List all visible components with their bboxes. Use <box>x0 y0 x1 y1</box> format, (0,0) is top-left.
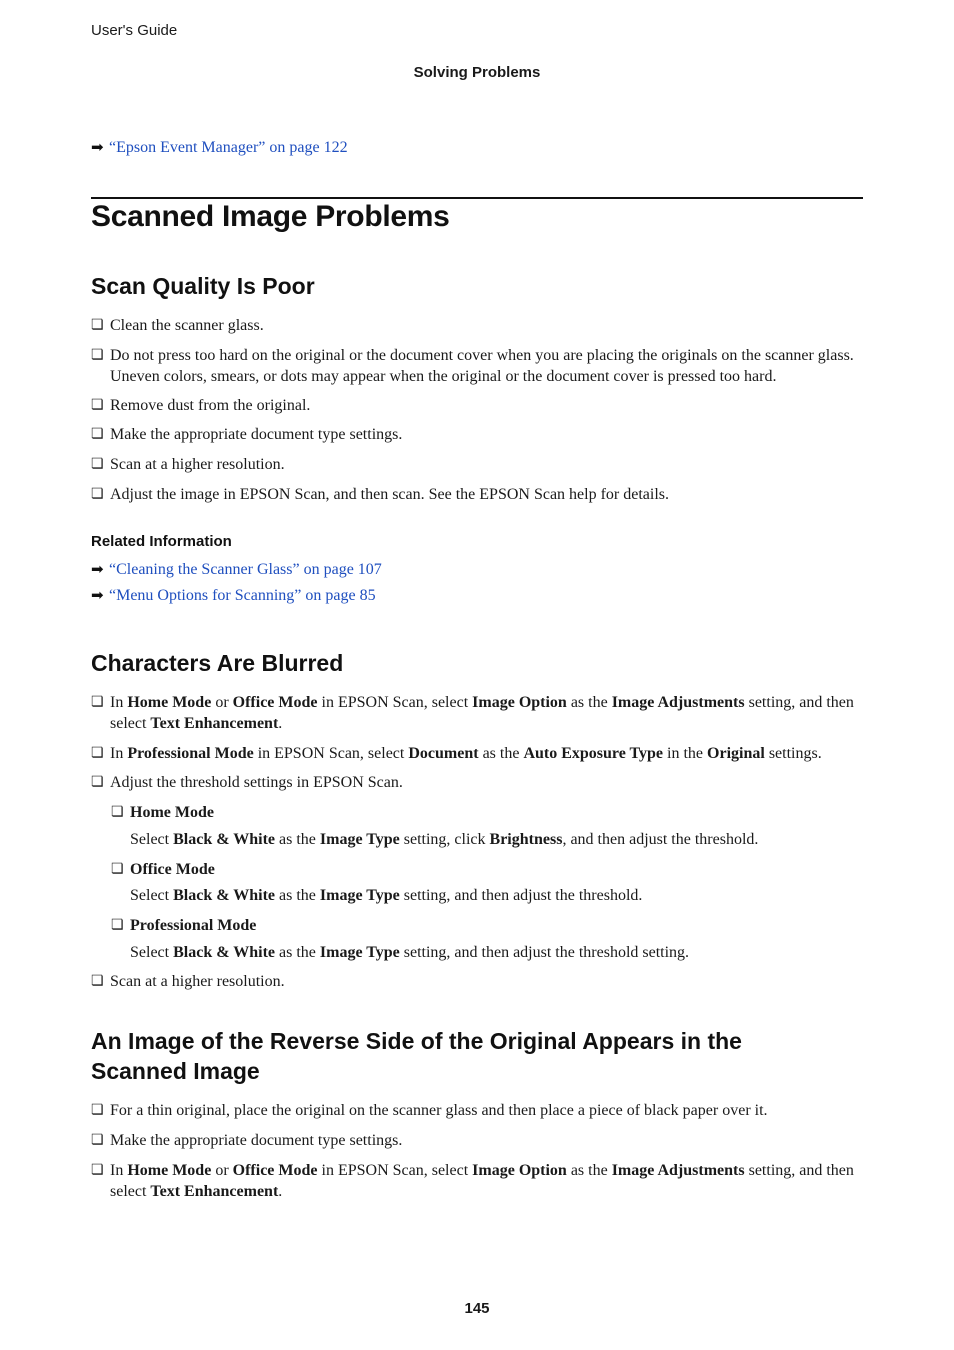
list-item <box>91 346 861 387</box>
heading-scan-quality: Scan Quality Is Poor <box>91 273 315 299</box>
list-item <box>91 425 861 446</box>
list-item-text: In Home Mode or Office Mode in EPSON Scan, select Image Option as the Image Adjustments setting, and then select Text Enhancement. <box>110 694 854 732</box>
checkbox-bullet-icon: ❏ <box>91 695 104 710</box>
sub-item-title: Home Mode <box>130 804 214 821</box>
sub-item-description: Select Black & White as the Image Type setting, click Brightness, and then adjust the threshold. <box>130 831 759 848</box>
heading-reverse-side: An Image of the Reverse Side of the Original Appears in the Scanned Image <box>91 1028 742 1084</box>
link-menu-options-scanning[interactable] <box>91 586 376 605</box>
running-header-section: Solving Problems <box>413 64 541 81</box>
page-title: Scanned Image Problems <box>91 200 450 233</box>
heading-characters-blurred: Characters Are Blurred <box>91 650 344 676</box>
list-item-text: Do not press too hard on the original or the document cover when you are placing the originals on the scanner glass. Uneven colors, smears, or dots may appear when the original or the document cover is pressed too hard. <box>110 347 854 385</box>
checkbox-bullet-icon: ❏ <box>91 746 104 761</box>
list-item <box>91 455 861 476</box>
list-item-text: Adjust the image in EPSON Scan, and then scan. See the EPSON Scan help for details. <box>110 486 670 503</box>
list-item <box>91 773 861 794</box>
list-item-text: Scan at a higher resolution. <box>110 456 285 473</box>
link-epson-event-manager[interactable] <box>91 138 348 157</box>
arrow-right-icon: ➡ <box>91 588 104 604</box>
list-item <box>91 485 861 506</box>
list-item-text: For a thin original, place the original on the scanner glass and then place a piece of black paper over it. <box>110 1102 768 1119</box>
link-text: “Cleaning the Scanner Glass” on page 107 <box>109 561 382 578</box>
list-item <box>91 972 861 993</box>
checkbox-bullet-icon: ❏ <box>91 1163 104 1178</box>
arrow-right-icon: ➡ <box>91 562 104 578</box>
checkbox-bullet-icon: ❏ <box>91 974 104 989</box>
checkbox-bullet-icon: ❏ <box>91 487 104 502</box>
list-item <box>91 316 861 337</box>
link-text: “Menu Options for Scanning” on page 85 <box>109 587 376 604</box>
checkbox-bullet-icon: ❏ <box>91 775 104 790</box>
checkbox-bullet-icon: ❏ <box>111 918 124 933</box>
arrow-right-icon: ➡ <box>91 140 104 156</box>
list-item-text: In Professional Mode in EPSON Scan, select Document as the Auto Exposure Type in the Original settings. <box>110 745 822 762</box>
link-text: “Epson Event Manager” on page 122 <box>109 139 348 156</box>
checkbox-bullet-icon: ❏ <box>91 427 104 442</box>
list-item <box>91 693 861 734</box>
list-item-text: In Home Mode or Office Mode in EPSON Scan, select Image Option as the Image Adjustments setting, and then select Text Enhancement. <box>110 1162 854 1200</box>
link-cleaning-scanner-glass[interactable] <box>91 560 382 579</box>
checkbox-bullet-icon: ❏ <box>91 1103 104 1118</box>
checkbox-bullet-icon: ❏ <box>91 348 104 363</box>
list-item-text: Adjust the threshold settings in EPSON Scan. <box>110 774 403 791</box>
checkbox-bullet-icon: ❏ <box>91 318 104 333</box>
list-item <box>91 1161 861 1202</box>
list-item <box>91 1101 861 1122</box>
sub-list-item-home-mode <box>111 803 861 823</box>
list-item <box>91 1131 861 1152</box>
sub-item-description: Select Black & White as the Image Type setting, and then adjust the threshold setting. <box>130 944 690 961</box>
chapter-rule <box>91 197 863 199</box>
checkbox-bullet-icon: ❏ <box>91 1133 104 1148</box>
related-information-heading: Related Information <box>91 533 232 550</box>
checkbox-bullet-icon: ❏ <box>111 862 124 877</box>
page-number: 145 <box>464 1300 490 1317</box>
list-item <box>91 396 861 417</box>
running-header-guide: User's Guide <box>91 22 178 39</box>
checkbox-bullet-icon: ❏ <box>91 398 104 413</box>
list-item-text: Remove dust from the original. <box>110 397 311 414</box>
sub-item-title: Office Mode <box>130 861 215 878</box>
list-item-text: Clean the scanner glass. <box>110 317 264 334</box>
sub-list-item-office-mode <box>111 860 861 880</box>
list-item-text: Scan at a higher resolution. <box>110 973 285 990</box>
checkbox-bullet-icon: ❏ <box>111 805 124 820</box>
list-item-text: Make the appropriate document type settings. <box>110 426 403 443</box>
checkbox-bullet-icon: ❏ <box>91 457 104 472</box>
sub-item-description: Select Black & White as the Image Type setting, and then adjust the threshold. <box>130 887 643 904</box>
list-item-text: Make the appropriate document type settings. <box>110 1132 403 1149</box>
sub-item-title: Professional Mode <box>130 917 257 934</box>
sub-list-item-professional-mode <box>111 916 861 936</box>
list-item <box>91 744 861 765</box>
